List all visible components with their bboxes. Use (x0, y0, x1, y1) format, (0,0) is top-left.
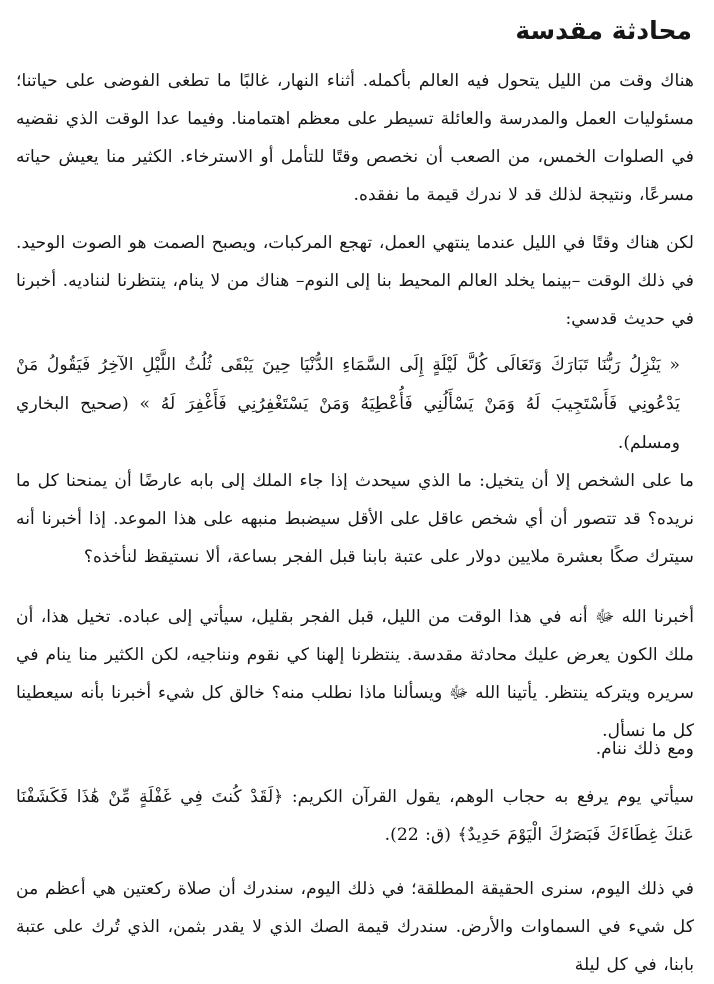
page-title: محادثة مقدسة (515, 16, 692, 45)
paragraph-quran-verse: سيأتي يوم يرفع به حجاب الوهم، يقول القرآن الكريم: ﴿لَقَدْ كُنتَ فِي غَفْلَةٍ مِّنْ هَٰذَا فَكَشَفْنَا عَنكَ غِطَاءَكَ فَبَصَرُكَ الْيَوْمَ حَدِيدٌ﴾ (ق: 22). (16, 787, 694, 845)
paragraph-divine-descent: أخبرنا الله ﷻ أنه في هذا الوقت من الليل، قبل الفجر بقليل، سيأتي إلى عباده. تخيل هذا، أن ملك الكون يعرض عليك محادثة مقدسة. ينتظرنا إلهنا كي نقوم ونناجيه، لكن الكثير منا ينام في سريره ويتركه ينتظر. يأتينا الله ﷻ ويسألنا ماذا نطلب منه؟ خالق كل شيء أخبرنا بأنه سيعطينا كل ما نسأل. (16, 607, 694, 741)
paragraph-king-analogy: ما على الشخص إلا أن يتخيل: ما الذي سيحدث إذا جاء الملك إلى بابه عارضًا أن يمنحنا كل ما نريده؟ قد تتصور أن أي شخص عاقل على الأقل سيضبط منبهه على هذا الموعد. إذا أخبرنا أنه سيترك صكًا بعشرة ملايين دولار على عتبة بابنا قبل الفجر بساعة، ألا نستيقظ لنأخذه؟ (16, 471, 694, 567)
paragraph-day-of-truth: في ذلك اليوم، سنرى الحقيقة المطلقة؛ في ذلك اليوم، سندرك أن صلاة ركعتين هي أعظم من كل شيء في السماوات والأرض. سندرك قيمة الصك الذي لا يقدر بثمن، الذي تُرك على عتبة بابنا، في كل ليلة (16, 879, 694, 975)
hadith-quote: « يَنْزِلُ رَبُّنَا تَبَارَكَ وَتَعَالَى كُلَّ لَيْلَةٍ إِلَى السَّمَاءِ الدُّنْيَا حِينَ يَبْقَى ثُلُثُ اللَّيْلِ الآخِرُ فَيَقُولُ مَنْ يَدْعُونِي فَأَسْتَجِيبَ لَهُ وَمَنْ يَسْأَلُنِي فَأُعْطِيَهُ وَمَنْ يَسْتَغْفِرُنِي فَأَغْفِرَ لَهُ » (صحيح البخاري ومسلم). (16, 355, 680, 453)
paragraph-night-silence: لكن هناك وقتًا في الليل عندما ينتهي العمل، تهجع المركبات، ويصبح الصمت هو الصوت الوحيد. في ذلك الوقت –بينما يخلد العالم المحيط بنا إلى النوم– هناك من لا ينام، ينتظرنا لنناديه. أخبرنا في حديث قدسي: (16, 233, 694, 329)
paragraph-intro: هناك وقت من الليل يتحول فيه العالم بأكمله. أثناء النهار، غالبًا ما تطغى الفوضى على حياتنا؛ مسئوليات العمل والمدرسة والعائلة تسيطر على معظم اهتمامنا. وفيما عدا الوقت الذي نقضيه في الصلوات الخمس، من الصعب أن نخصص وقتًا للتأمل أو الاسترخاء. الكثير منا يعيش حياته مسرعًا، ونتيجة لذلك قد لا ندرك قيمة ما نفقده. (16, 71, 694, 205)
paragraph-yet-we-sleep: ومع ذلك ننام. (595, 739, 694, 759)
